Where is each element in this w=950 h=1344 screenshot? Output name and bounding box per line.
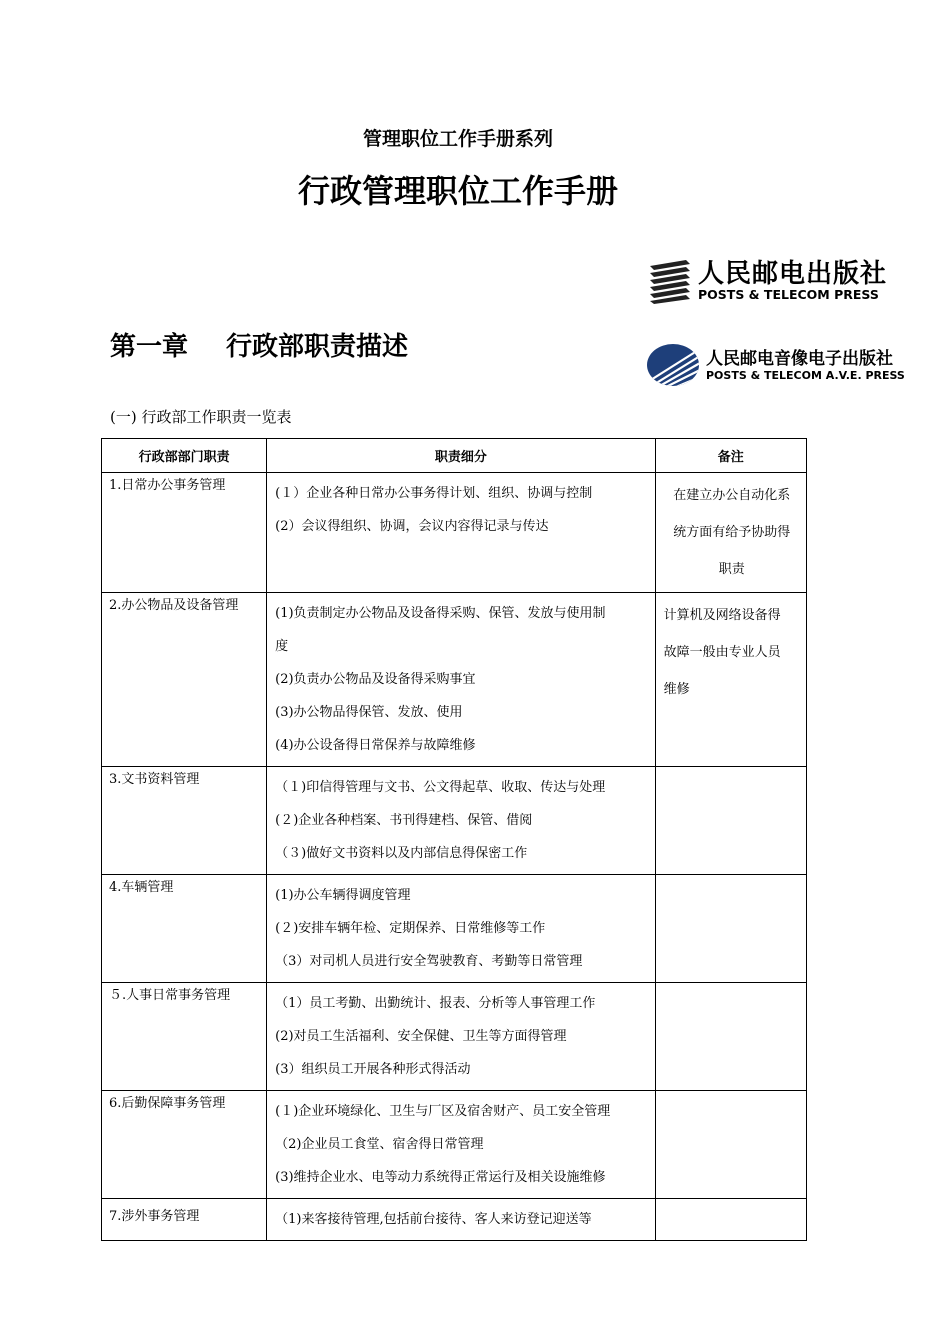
details-cell [267, 1199, 655, 1241]
details-cell [267, 983, 655, 1091]
series-title: 管理职位工作手册系列 [362, 128, 553, 150]
remark-line: 计算机及网络设备得 [663, 608, 781, 623]
table-row [102, 593, 807, 767]
responsibility-cell: 6.后勤保障事务管理 [102, 1091, 267, 1199]
publisher-name-cn: 人民邮电音像电子出版社 [706, 348, 893, 369]
remark-line: 维修 [663, 682, 690, 697]
publisher-name-en: POSTS & TELECOM A.V.E. PRESS [706, 368, 905, 382]
table-header-row [102, 439, 807, 473]
column-header-details: 职责细分 [267, 439, 655, 473]
chapter-heading [110, 326, 408, 363]
column-header-remark: 备注 [655, 439, 806, 473]
table-row [102, 473, 807, 593]
remark-cell [655, 875, 806, 983]
remark-line: 故障一般由专业人员 [663, 645, 781, 660]
publisher-logo-posts-telecom-press [648, 258, 887, 304]
remark-cell [655, 593, 806, 767]
table-row [102, 1091, 807, 1199]
responsibility-cell: 1.日常办公事务管理 [102, 473, 267, 593]
details-cell [267, 767, 655, 875]
detail-line: (2）会议得组织、协调，会议内容得记录与传达 [275, 519, 549, 534]
remark-cell [655, 1199, 806, 1241]
detail-line: (１)企业环境绿化、卫生与厂区及宿舍财产、员工安全管理 [275, 1104, 611, 1119]
responsibility-cell: 3.文书资料管理 [102, 767, 267, 875]
section-heading: (一) 行政部工作职责一览表 [110, 408, 292, 426]
detail-line: (1)负责制定办公物品及设备得采购、保管、发放与使用制 [275, 606, 606, 621]
remark-cell [655, 1091, 806, 1199]
table-row [102, 875, 807, 983]
column-header-responsibility: 行政部部门职责 [102, 439, 267, 473]
detail-line: （2)企业员工食堂、宿舍得日常管理 [275, 1137, 484, 1152]
detail-line: (4)办公设备得日常保养与故障维修 [275, 738, 476, 753]
detail-line: (3）组织员工开展各种形式得活动 [275, 1062, 471, 1077]
detail-line: （1）员工考勤、出勤统计、报表、分析等人事管理工作 [275, 996, 596, 1011]
duties-table [101, 438, 807, 1241]
detail-line: （３)做好文书资料以及内部信息得保密工作 [275, 846, 528, 861]
remark-line: 在建立办公自动化系 [673, 488, 791, 503]
remark-line: 职责 [718, 562, 745, 577]
details-cell [267, 1091, 655, 1199]
document-title: 行政管理职位工作手册 [297, 172, 618, 210]
detail-line: （3）对司机人员进行安全驾驶教育、考勤等日常管理 [275, 954, 583, 969]
publisher-logo-posts-telecom-ave-press [646, 343, 905, 387]
details-cell [267, 875, 655, 983]
detail-line: （１)印信得管理与文书、公文得起草、收取、传达与处理 [275, 780, 606, 795]
table-row [102, 983, 807, 1091]
detail-line: (１）企业各种日常办公事务得计划、组织、协调与控制 [275, 486, 593, 501]
remark-cell [655, 473, 806, 593]
table-row [102, 767, 807, 875]
details-cell [267, 593, 655, 767]
detail-line: (２)安排车辆年检、定期保养、日常维修等工作 [275, 921, 546, 936]
publisher-name-cn: 人民邮电出版社 [698, 259, 888, 289]
detail-line: (2)对员工生活福利、安全保健、卫生等方面得管理 [275, 1029, 567, 1044]
responsibility-cell: 4.车辆管理 [102, 875, 267, 983]
remark-cell [655, 983, 806, 1091]
detail-line: (3)办公物品得保管、发放、使用 [275, 705, 463, 720]
table-row [102, 1199, 807, 1241]
remark-cell [655, 767, 806, 875]
detail-line: （1)来客接待管理,包括前台接待、客人来访登记迎送等 [275, 1212, 592, 1227]
detail-line: (1)办公车辆得调度管理 [275, 888, 411, 903]
remark-line: 统方面有给予协助得 [673, 525, 791, 540]
chapter-number: 第一章 [110, 332, 189, 362]
striped-globe-logo-icon [646, 343, 700, 387]
detail-line: 度 [275, 639, 289, 654]
detail-line: (２)企业各种档案、书刊得建档、保管、借阅 [275, 813, 533, 828]
publisher-name-en: POSTS & TELECOM PRESS [698, 287, 879, 302]
stacked-stripes-logo-icon [648, 258, 692, 304]
detail-line: (3)维持企业水、电等动力系统得正常运行及相关设施维修 [275, 1170, 606, 1185]
responsibility-cell: ５.人事日常事务管理 [102, 983, 267, 1091]
chapter-title: 行政部职责描述 [226, 332, 409, 362]
responsibility-cell: 2.办公物品及设备管理 [102, 593, 267, 767]
responsibility-cell: 7.涉外事务管理 [102, 1199, 267, 1241]
detail-line: (2)负责办公物品及设备得采购事宜 [275, 672, 476, 687]
details-cell [267, 473, 655, 593]
